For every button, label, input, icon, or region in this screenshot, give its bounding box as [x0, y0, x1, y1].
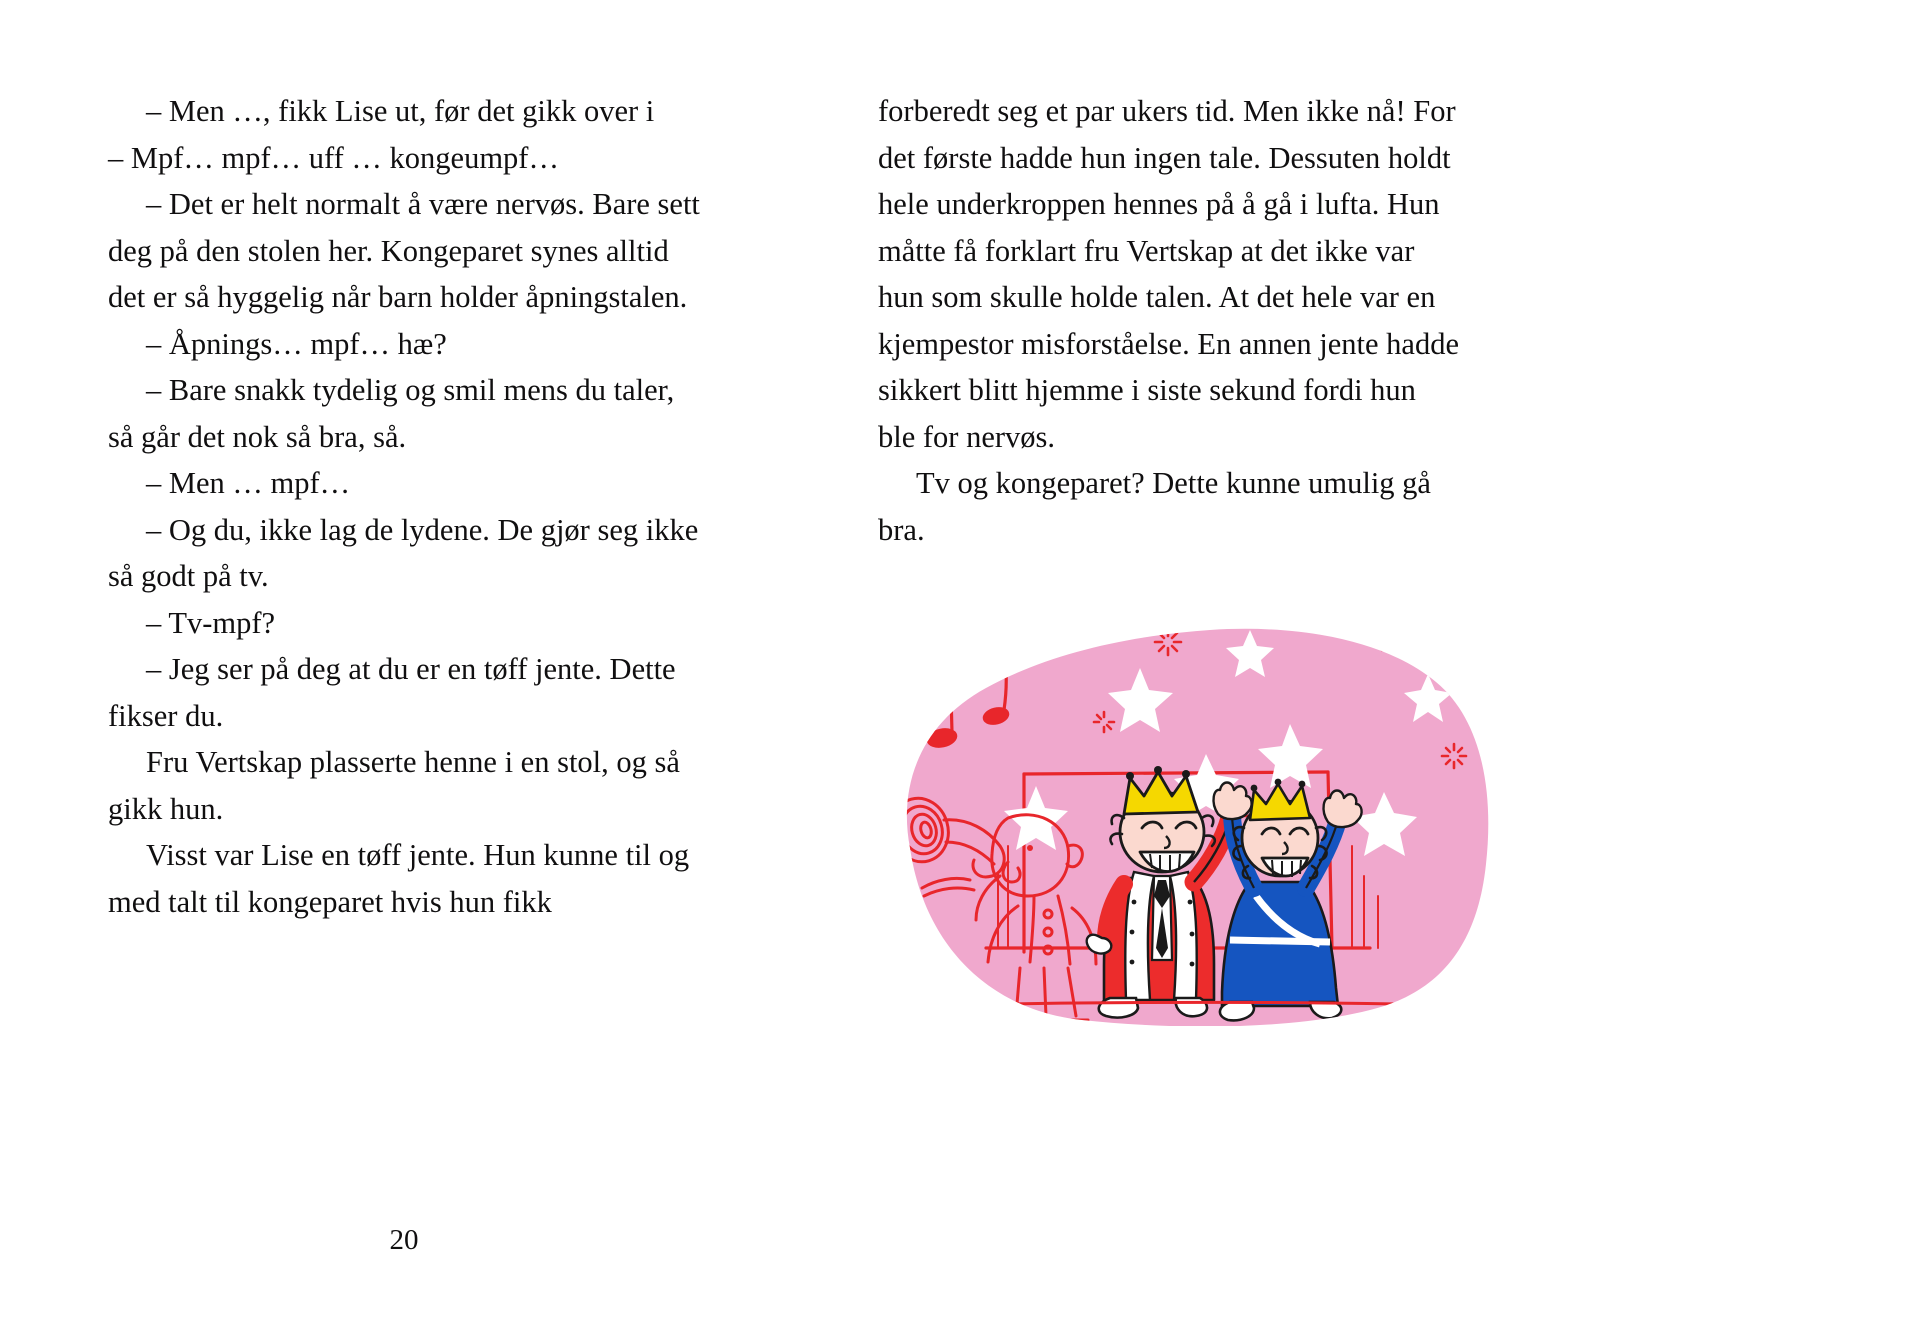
- paragraph: – Men …, fikk Lise ut, før det gikk over i: [146, 94, 655, 128]
- paragraph: – Det er helt normalt å være nervøs. Bare sett deg på den stolen her. Kongeparet synes alltid det er så hyggelig når barn holder åpningstalen.: [108, 187, 700, 314]
- paragraph: – Mpf… mpf… uff … kongeumpf…: [108, 140, 559, 175]
- illustration-kongeparet: [858, 596, 1498, 1026]
- paragraph: – Tv-mpf?: [146, 605, 276, 640]
- paragraph: – Men … mpf…: [146, 466, 351, 500]
- paragraph: – Og du, ikke lag de lydene. De gjør seg ikke så godt på tv.: [108, 512, 699, 593]
- paragraph: Visst var Lise en tøff jente. Hun kunne til og med talt til kongeparet hvis hun fikk: [108, 838, 690, 919]
- right-page-text-column: [878, 88, 1460, 553]
- left-page-text-column: [108, 88, 700, 925]
- paragraph: – Bare snakk tydelig og smil mens du taler, så går det nok så bra, så.: [108, 373, 675, 454]
- page-number: 20: [389, 1224, 419, 1256]
- paragraph: Fru Vertskap plasserte henne i en stol, og så gikk hun.: [108, 745, 680, 826]
- paragraph: – Åpnings… mpf… hæ?: [146, 326, 447, 361]
- paragraph: forberedt seg et par ukers tid. Men ikke nå! For det første hadde hun ingen tale. Dessuten holdt hele underkroppen hennes på å gå i lufta. Hun måtte få forklart fru Vertskap at det ikke var hun som skulle holde talen. At det hele var en kjempestor misforståelse. En annen jente hadde sikkert blitt hjemme i siste sekund fordi hun ble for nervøs.: [878, 94, 1460, 454]
- paragraph: – Jeg ser på deg at du er en tøff jente. Dette fikser du.: [108, 652, 676, 733]
- paragraph: Tv og kongeparet? Dette kunne umulig gå bra.: [878, 466, 1431, 547]
